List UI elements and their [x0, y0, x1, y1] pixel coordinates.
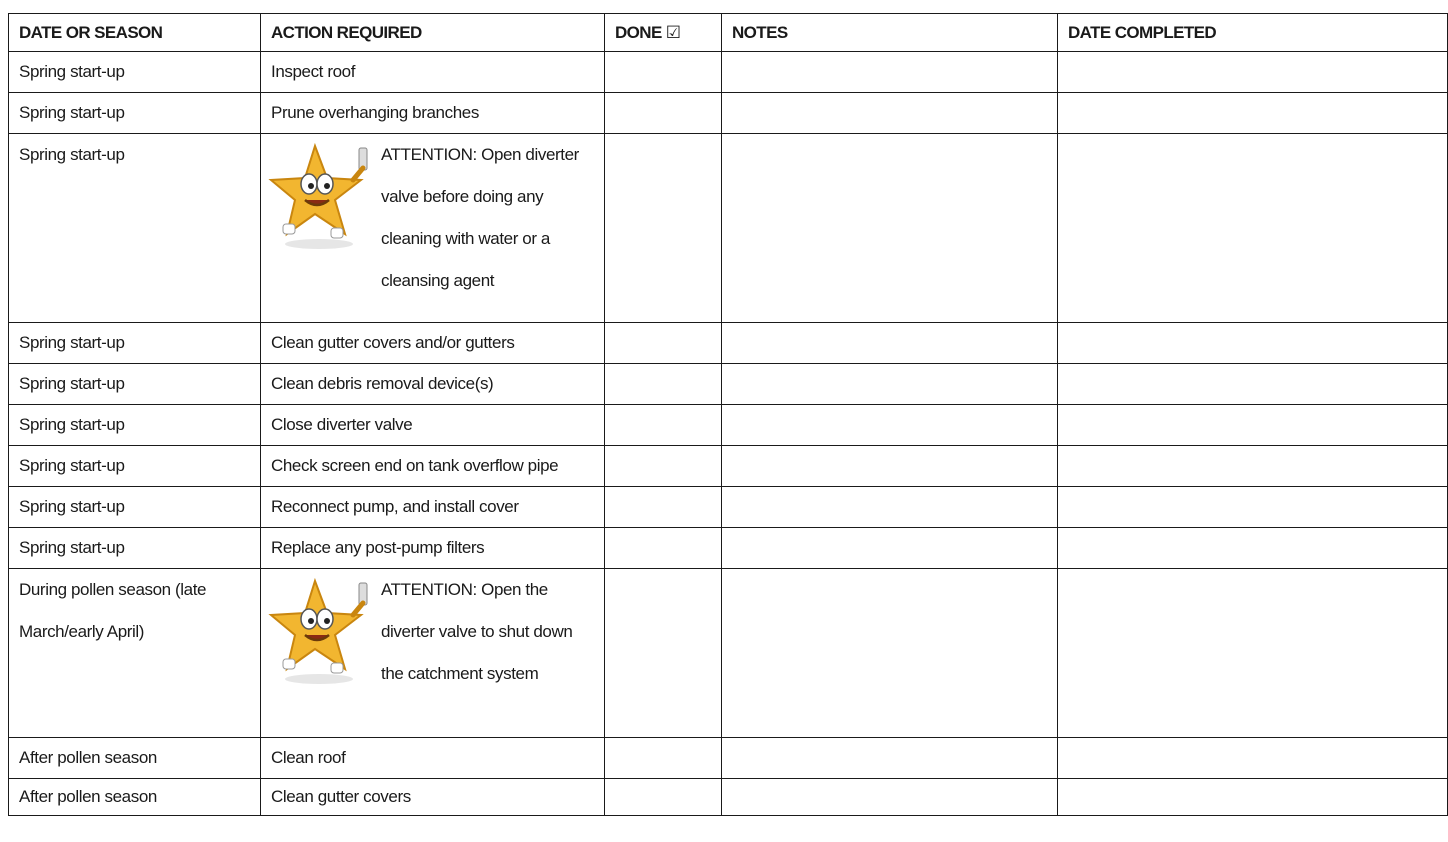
cell-action-required: Clean gutter covers	[261, 779, 605, 816]
cell-date-or-season: During pollen season (late March/early April)	[9, 569, 261, 738]
cell-notes[interactable]	[722, 323, 1058, 364]
cell-action-required: Replace any post-pump filters	[261, 528, 605, 569]
table-row	[9, 738, 1448, 779]
cell-notes[interactable]	[722, 52, 1058, 93]
cell-date-completed[interactable]	[1058, 323, 1448, 364]
table-row-attention	[9, 134, 1448, 323]
cell-done[interactable]	[605, 569, 722, 738]
cell-done[interactable]	[605, 487, 722, 528]
table-row	[9, 528, 1448, 569]
cell-date-or-season: Spring start-up	[9, 528, 261, 569]
cell-done[interactable]	[605, 323, 722, 364]
cell-date-completed[interactable]	[1058, 446, 1448, 487]
table-row	[9, 364, 1448, 405]
cell-action-required	[261, 134, 605, 323]
table-row	[9, 446, 1448, 487]
header-notes: NOTES	[722, 14, 1058, 52]
cell-done[interactable]	[605, 134, 722, 323]
cell-action-required: Close diverter valve	[261, 405, 605, 446]
maintenance-checklist-table	[8, 13, 1448, 816]
cell-done[interactable]	[605, 779, 722, 816]
header-action-required: ACTION REQUIRED	[261, 14, 605, 52]
cell-done[interactable]	[605, 52, 722, 93]
cell-action-required: Inspect roof	[261, 52, 605, 93]
table-row	[9, 52, 1448, 93]
header-date-or-season: DATE OR SEASON	[9, 14, 261, 52]
table-row-attention	[9, 569, 1448, 738]
cell-action-required: Reconnect pump, and install cover	[261, 487, 605, 528]
cell-date-completed[interactable]	[1058, 779, 1448, 816]
cell-notes[interactable]	[722, 528, 1058, 569]
cell-date-or-season: After pollen season	[9, 738, 261, 779]
header-date-completed: DATE COMPLETED	[1058, 14, 1448, 52]
attention-note	[271, 569, 594, 695]
cell-action-required: Prune overhanging branches	[261, 93, 605, 134]
cell-notes[interactable]	[722, 779, 1058, 816]
cell-notes[interactable]	[722, 569, 1058, 738]
cell-done[interactable]	[605, 364, 722, 405]
header-done	[605, 14, 722, 52]
cell-notes[interactable]	[722, 446, 1058, 487]
cell-action-required: Clean debris removal device(s)	[261, 364, 605, 405]
table-row	[9, 779, 1448, 816]
cell-date-or-season: Spring start-up	[9, 446, 261, 487]
cell-notes[interactable]	[722, 405, 1058, 446]
star-mascot-icon	[267, 575, 377, 687]
table-row	[9, 323, 1448, 364]
header-done-label: DONE	[615, 22, 662, 42]
cell-action-required: Check screen end on tank overflow pipe	[261, 446, 605, 487]
cell-notes[interactable]	[722, 487, 1058, 528]
cell-date-completed[interactable]	[1058, 528, 1448, 569]
cell-done[interactable]	[605, 738, 722, 779]
cell-done[interactable]	[605, 446, 722, 487]
table-row	[9, 93, 1448, 134]
cell-date-completed[interactable]	[1058, 569, 1448, 738]
cell-date-or-season: Spring start-up	[9, 487, 261, 528]
attention-text: ATTENTION: Open diverter valve before doing any cleaning with water or a cleansing agent	[381, 145, 579, 290]
cell-done[interactable]	[605, 93, 722, 134]
star-mascot-icon	[267, 140, 377, 252]
cell-date-completed[interactable]	[1058, 487, 1448, 528]
cell-date-or-season: Spring start-up	[9, 52, 261, 93]
cell-date-or-season: Spring start-up	[9, 134, 261, 323]
cell-notes[interactable]	[722, 364, 1058, 405]
cell-date-or-season: Spring start-up	[9, 93, 261, 134]
cell-date-completed[interactable]	[1058, 134, 1448, 323]
cell-date-completed[interactable]	[1058, 364, 1448, 405]
cell-date-or-season: Spring start-up	[9, 405, 261, 446]
cell-notes[interactable]	[722, 134, 1058, 323]
cell-action-required: Clean roof	[261, 738, 605, 779]
cell-date-or-season: Spring start-up	[9, 364, 261, 405]
attention-text: ATTENTION: Open the diverter valve to shut down the catchment system	[381, 580, 573, 683]
cell-action-required	[261, 569, 605, 738]
header-row	[9, 14, 1448, 52]
attention-note	[271, 134, 594, 302]
cell-date-completed[interactable]	[1058, 738, 1448, 779]
cell-date-completed[interactable]	[1058, 405, 1448, 446]
checkbox-checked-icon: ☑	[665, 22, 681, 42]
cell-date-or-season: Spring start-up	[9, 323, 261, 364]
cell-done[interactable]	[605, 405, 722, 446]
cell-done[interactable]	[605, 528, 722, 569]
cell-notes[interactable]	[722, 738, 1058, 779]
cell-date-or-season: After pollen season	[9, 779, 261, 816]
cell-action-required: Clean gutter covers and/or gutters	[261, 323, 605, 364]
table-row	[9, 487, 1448, 528]
cell-notes[interactable]	[722, 93, 1058, 134]
cell-date-completed[interactable]	[1058, 93, 1448, 134]
table-row	[9, 405, 1448, 446]
cell-date-completed[interactable]	[1058, 52, 1448, 93]
